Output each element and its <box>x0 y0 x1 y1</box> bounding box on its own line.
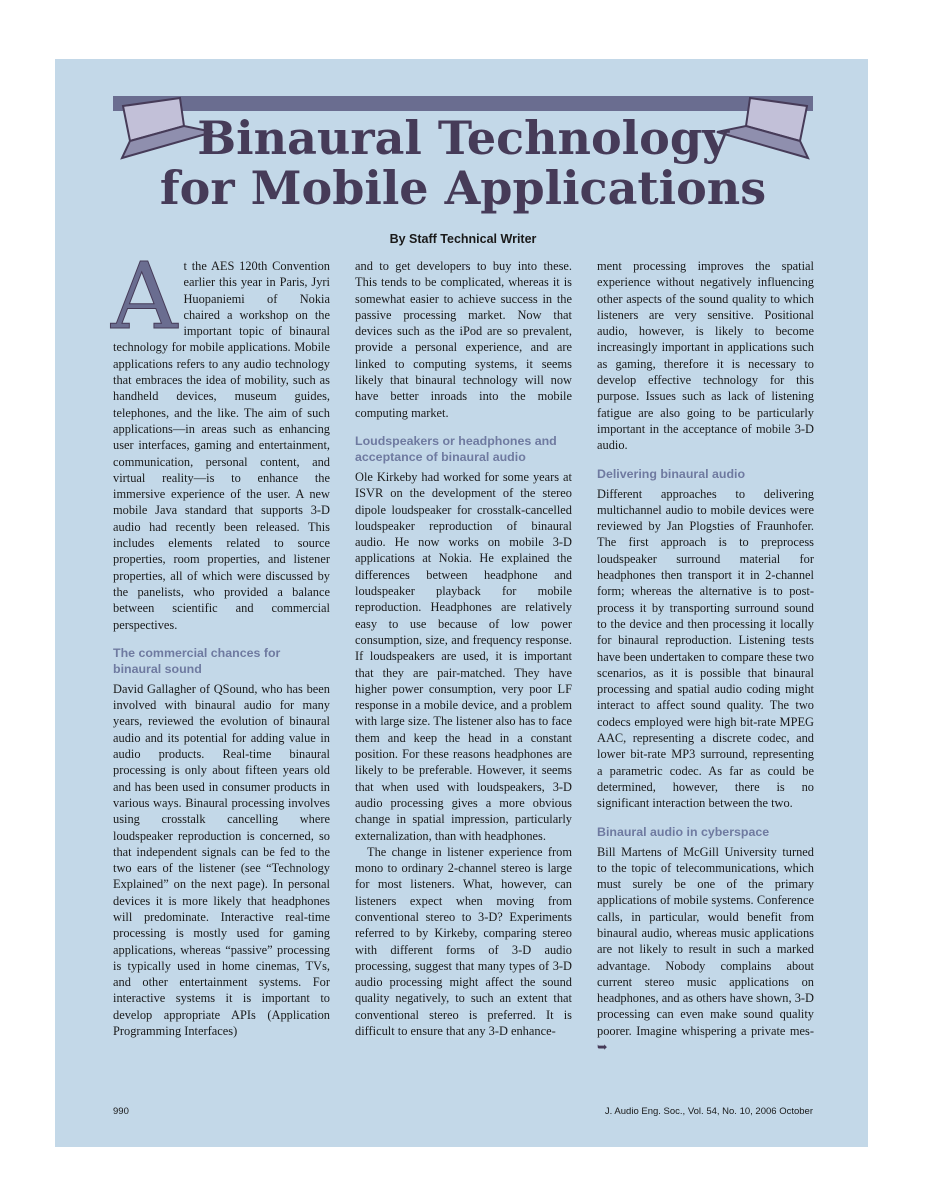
section-heading: The commercial chances for binaural sound <box>113 645 281 676</box>
section-heading: Loudspeakers or headphones and acceptance of binaural audio <box>355 433 557 464</box>
column-1 <box>111 243 330 1039</box>
paragraph: ment processing improves the spatial experience without negatively influencing other aspects of the sound quality to which listeners are very sensitive. Positional audio, however, is likely to become increasingly important in applications such as gaming, therefore it is necessary to develop effective technology for this purpose. Issues such as lack of listening fatigue are also going to be particularly important in the acceptance of mobile 3-D audio. <box>597 259 814 453</box>
article-title <box>113 113 813 213</box>
continue-arrow-icon: ➥ <box>597 1040 608 1055</box>
paragraph-text: Bill Martens of McGill University turned to the topic of telecommunications, which must surely be one of the primary applications of mobile systems. Conference calls, in particular, would benefit from binaural audio, whereas music applications are not likely to result in such a marked advantage. Nobody complains about current stereo music applications on headphones, and as others have shown, 3-D processing can even make sound quality poorer. Imagine whispering a private mes- <box>597 844 814 1038</box>
paragraph: David Gallagher of QSound, who has been involved with binaural audio for many years, reviewed the evolution of binaural audio and its potential for adding value in audio products. Real-time binaural processing is only about fifteen years old and has been used in consumer products in various ways. Binaural processing involves using crosstalk cancelling where loudspeaker reproduction is concerned, so that independent signals can be fed to the two ears of the listener (see “Technology Explained” on the next page). In personal devices it is more likely that headphones will predominate. Interactive real-time processing is mostly used for gaming applications, whereas “passive” processing is typically used in home cinemas, TVs, and other entertainment systems. For interactive systems it is important to develop appropriate APIs (Application Programming Interfaces) <box>113 681 330 1039</box>
paragraph: The change in listener experience from mono to ordinary 2-channel stereo is large for most listeners. What, however, can listeners expect when moving from conventional stereo to 3-D? Experiments referred to by Kirkeby, comparing stereo with different forms of 3-D audio processing, suggest that many types of 3-D audio processing might affect the sound quality negatively, to such an extent that conventional stereo is preferred. It is difficult to ensure that any 3-D enhance- <box>355 844 572 1039</box>
page-number: 990 <box>113 1106 129 1117</box>
paragraph: Ole Kirkeby had worked for some years at ISVR on the development of the stereo dipole loudspeaker for crosstalk-cancelled loudspeaker reproduction of binaural audio. He now works on mobile 3-D applications at Nokia. He explained the differences between headphone and loudspeaker playback for mobile reproduction. Headphones are relatively easy to use because of low power consumption, size, and frequency response. If loudspeakers are used, it is important that they are pair-matched. They have higher power consumption, very poor LF response in a mobile device, and a problem with large size. The listener also has to face them and keep the head in a constant position. For these reasons headphones are likely to be preferable. However, it seems that when used with loudspeakers, 3-D audio processing gives a more obvious change in spatial impression, particularly externalization, than with headphones. <box>355 469 572 843</box>
title-line-2: for Mobile Applications <box>159 161 767 215</box>
byline: By Staff Technical Writer <box>389 232 537 246</box>
title-bar <box>113 96 813 111</box>
drop-cap: A <box>111 243 178 350</box>
column-2 <box>355 258 572 1039</box>
column-3 <box>597 258 814 1055</box>
paragraph <box>597 844 814 1056</box>
intro-text: t the AES 120th Convention earlier this year in Paris, Jyri Huopaniemi of Nokia chaired a workshop on the important topic of binaural technology for mobile applications. Mobile applications refers to any audio technology that embraces the idea of mobility, such as handheld devices, museum guides, telephones, and the like. The aim of such applications—in areas such as enhancing user interfaces, gaming and entertainment, communication, personal content, and virtual reality—is to enhance the immersive experience of the user. A new mobile Java standard that supports 3-D audio had recently been released. This includes elements related to source properties, room properties, and listener properties, all of which were discussed by the panelists, who provided a balance between scientific and commercial perspectives. <box>113 259 330 632</box>
intro-paragraph <box>111 243 330 633</box>
journal-citation: J. Audio Eng. Soc., Vol. 54, No. 10, 2006 October <box>604 1106 813 1117</box>
section-heading: Delivering binaural audio <box>597 466 746 481</box>
paragraph: Different approaches to delivering multichannel audio to mobile devices were reviewed by Jan Plogsties of Fraunhofer. The first approach is to preprocess loudspeaker surround material for headphones then transport it in 2-channel form; whereas the alternative is to post-process it by transporting surround sound to the device and then processing it locally for binaural reproduction. Listening tests have been undertaken to compare these two scenarios, as it is possible that binaural processing and spatial audio coding might interact to affect sound quality. The two codecs employed were high bit-rate MPEG AAC, representing a discrete codec, and lower bit-rate MP3 surround, representing a parametric codec. As far as could be determined, however, there is no significant interaction between the two. <box>597 486 814 811</box>
paragraph: and to get developers to buy into these. This tends to be complicated, whereas it is somewhat easier to achieve success in the passive processing market. Now that devices such as the iPod are so prevalent, provide a personal experience, and are linked to computing systems, it seems likely that binaural technology will now have better inroads into the mobile computing market. <box>355 259 572 420</box>
section-heading: Binaural audio in cyberspace <box>597 824 770 839</box>
title-line-1: Binaural Technology <box>197 111 729 165</box>
